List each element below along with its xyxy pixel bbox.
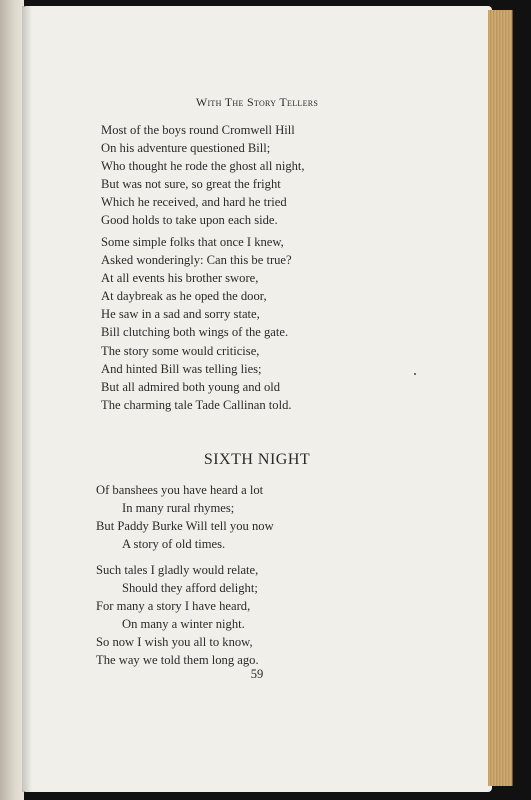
poem-line: The story some would criticise, <box>101 344 260 358</box>
stanza-2 <box>101 233 292 341</box>
poem-line: For many a story I have heard, <box>96 599 251 613</box>
poem-line: On his adventure questioned Bill; <box>101 141 271 155</box>
poem-line: So now I wish you all to know, <box>96 635 253 649</box>
stanza-4 <box>96 481 274 553</box>
poem-line: Most of the boys round Cromwell Hill <box>101 123 295 137</box>
poem-line: At all events his brother swore, <box>101 271 259 285</box>
poem-line: On many a winter night. <box>122 617 245 631</box>
poem-line: Asked wonderingly: Can this be true? <box>101 253 292 267</box>
poem-line: At daybreak as he oped the door, <box>101 289 267 303</box>
poem-line: Who thought he rode the ghost all night, <box>101 159 305 173</box>
poem-line: In many rural rhymes; <box>122 501 235 515</box>
poem-line: Such tales I gladly would relate, <box>96 563 259 577</box>
poem-line: But Paddy Burke Will tell you now <box>96 519 274 533</box>
poem-line: But was not sure, so great the fright <box>101 177 281 191</box>
poem-line: But all admired both young and old <box>101 380 281 394</box>
poem-line: He saw in a sad and sorry state, <box>101 307 260 321</box>
stanza-3 <box>101 342 292 414</box>
stanza-5 <box>96 561 259 669</box>
poem-line: Which he received, and hard he tried <box>101 195 287 209</box>
poem-line: Some simple folks that once I knew, <box>101 235 284 249</box>
section-heading: SIXTH NIGHT <box>203 451 311 468</box>
poem-line: A story of old times. <box>122 537 226 551</box>
poem-line: The way we told them long ago. <box>96 653 259 667</box>
poem-line: Should they afford delight; <box>122 581 258 595</box>
poem-line: The charming tale Tade Callinan told. <box>101 398 292 412</box>
stanza-1 <box>101 121 305 229</box>
page-number: 59 <box>250 667 264 681</box>
poem-line: Good holds to take upon each side. <box>101 213 278 227</box>
poem-line: Bill clutching both wings of the gate. <box>101 325 289 339</box>
running-head: With The Story Tellers <box>195 95 319 109</box>
paper-speck <box>414 373 416 375</box>
facing-page-edge <box>0 0 24 800</box>
poem-line: And hinted Bill was telling lies; <box>101 362 262 376</box>
poem-line: Of banshees you have heard a lot <box>96 483 264 497</box>
